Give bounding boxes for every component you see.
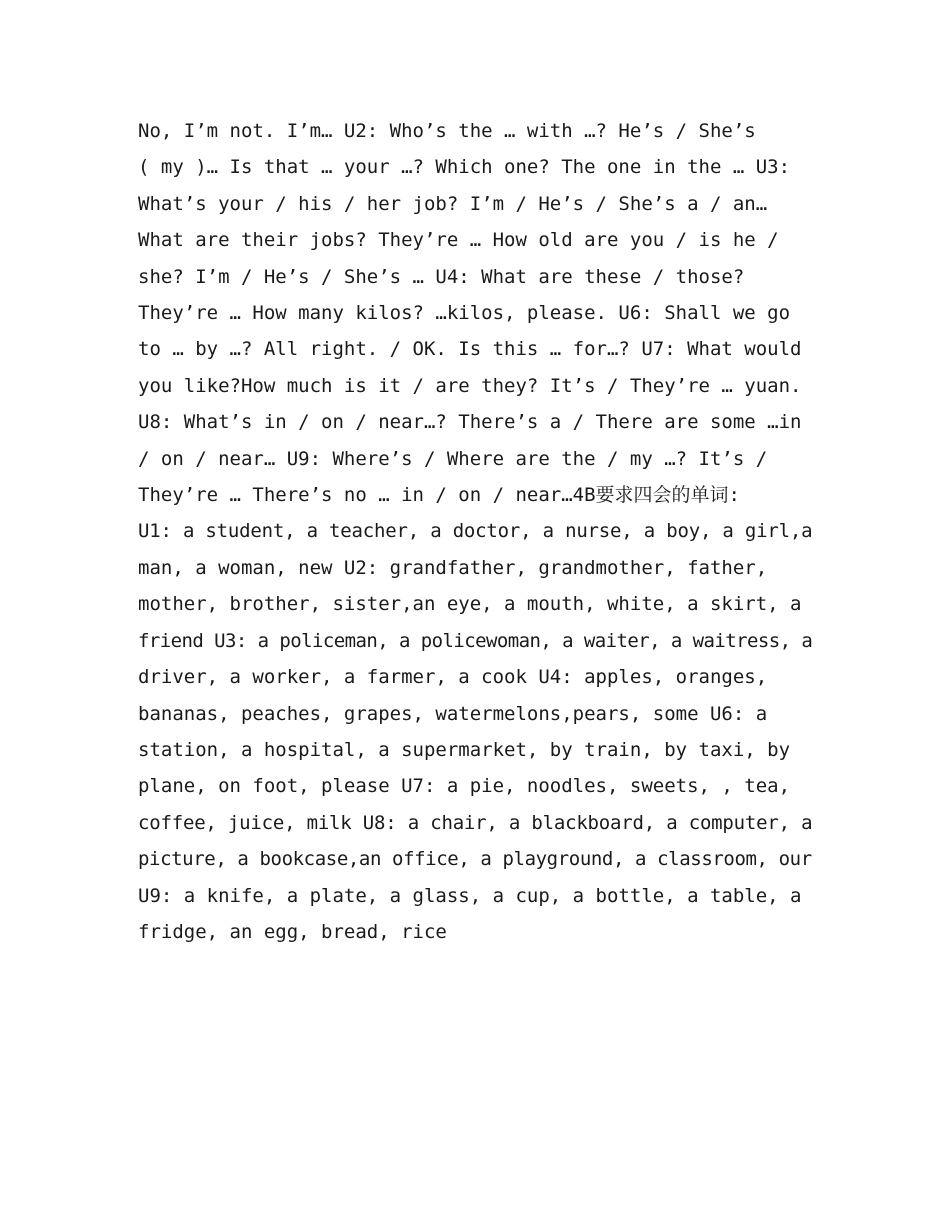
text-line: No, I’m not. I’m… U2: Who’s the … with …? He’s / She’s <box>138 120 756 142</box>
body-text <box>138 113 812 950</box>
text-line: U8: What’s in / on / near…? There’s a / There are some …in <box>138 411 802 434</box>
text-line: man, a woman, new U2: grandfather, grandmother, father, <box>138 556 768 579</box>
text-line: U1: a student, a teacher, a doctor, a nurse, a boy, a girl,a <box>138 520 813 543</box>
text-line: she? I’m / He’s / She’s … U4: What are these / those? <box>138 265 745 288</box>
text-line: U9: a knife, a plate, a glass, a cup, a bottle, a table, a <box>138 884 802 907</box>
text-line: ( my )… Is that … your …? Which one? The one in the … U3: <box>138 156 791 179</box>
text-line: mother, brother, sister,an eye, a mouth, white, a skirt, a <box>138 593 802 616</box>
text-line: fridge, an egg, bread, rice <box>138 920 447 943</box>
text-line: plane, on foot, please U7: a pie, noodles, sweets, , tea, <box>138 775 791 798</box>
text-line: What’s your / his / her job? I’m / He’s / She’s a / an… <box>138 192 768 215</box>
text-line: coffee, juice, milk U8: a chair, a blackboard, a computer, a <box>138 811 813 834</box>
text-line: They’re … How many kilos? …kilos, please. U6: Shall we go <box>138 302 791 325</box>
text-line: to … by …? All right. / OK. Is this … for…? U7: What would <box>138 338 802 361</box>
text-line: / on / near… U9: Where’s / Where are the / my …? It’s / <box>138 447 768 470</box>
text-line: friend U3: a policeman, a policewoman, a waiter, a waitress, a <box>138 629 813 652</box>
text-line: What are their jobs? They’re … How old are you / is he / <box>138 229 779 252</box>
text-line: They’re … There’s no … in / on / near…4B要求四会的单词: <box>138 484 740 507</box>
text-line: driver, a worker, a farmer, a cook U4: apples, oranges, <box>138 666 768 689</box>
text-line: bananas, peaches, grapes, watermelons,pears, some U6: a <box>138 702 768 725</box>
text-line: you like?How much is it / are they? It’s / They’re … yuan. <box>138 374 802 397</box>
text-line: picture, a bookcase,an office, a playground, a classroom, our <box>138 848 812 871</box>
text-line: station, a hospital, a supermarket, by train, by taxi, by <box>138 738 791 761</box>
